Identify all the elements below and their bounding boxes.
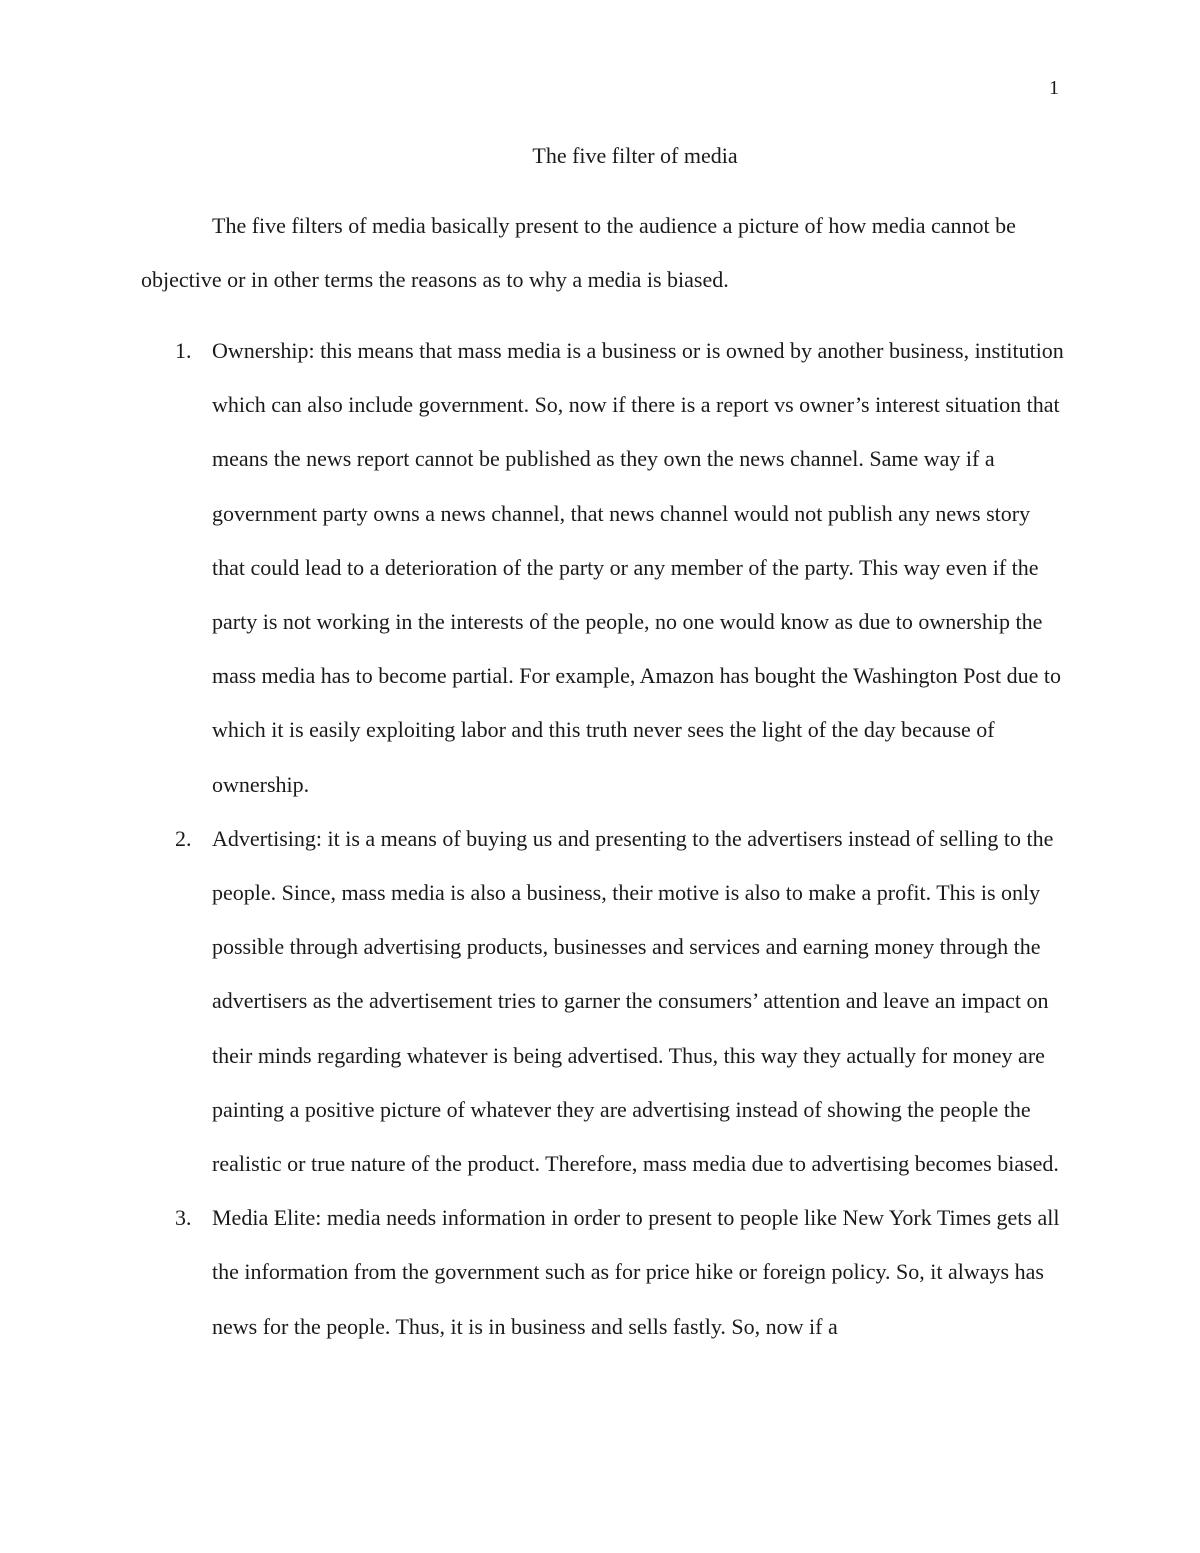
list-number: 1.: [175, 338, 192, 363]
intro-paragraph: The five filters of media basically present to the audience a picture of how media cannot be objective or in other terms the reasons as to why a media is biased.: [141, 213, 1016, 292]
list-number: 2.: [175, 825, 192, 851]
list-number: 3.: [175, 1205, 192, 1231]
list-item-media-elite: [141, 1191, 1065, 1354]
numbered-list: [141, 324, 1065, 1354]
document-title: The five filter of media: [532, 143, 738, 168]
list-item-text: Media Elite: media needs information in order to present to people like New York Times gets all the information from the government such as for price hike or foreign policy. So, it always has news for the people. Thus, it is in business and sells fastly. So, now if a: [212, 1205, 1060, 1339]
list-item-text: Advertising: it is a means of buying us and presenting to the advertisers instead of selling to the people. Since, mass media is also a business, their motive is also to make a profit. This is only possible through advertising products, businesses and services and earning money through the advertisers as the advertisement tries to garner the consumers’ attention and leave an impact on their minds regarding whatever is being advertised. Thus, this way they actually for money are painting a positive picture of whatever they are advertising instead of showing the people the realistic or true nature of the product. Therefore, mass media due to advertising becomes biased.: [212, 825, 1059, 1177]
list-item-ownership: [141, 324, 1065, 812]
page-number: 1: [1049, 77, 1059, 99]
list-item-text: Ownership: this means that mass media is a business or is owned by another business, institution which can also include government. So, now if there is a report vs owner’s interest situation that means the news report cannot be published as they own the news channel. Same way if a government party owns a news channel, that news channel would not publish any news story that could lead to a deterioration of the party or any member of the party. This way even if the party is not working in the interests of the people, no one would know as due to ownership the mass media has to become partial. For example, Amazon has bought the Washington Post due to which it is easily exploiting labor and this truth never sees the light of the day because of ownership.: [212, 338, 1064, 797]
list-item-advertising: [141, 812, 1065, 1191]
